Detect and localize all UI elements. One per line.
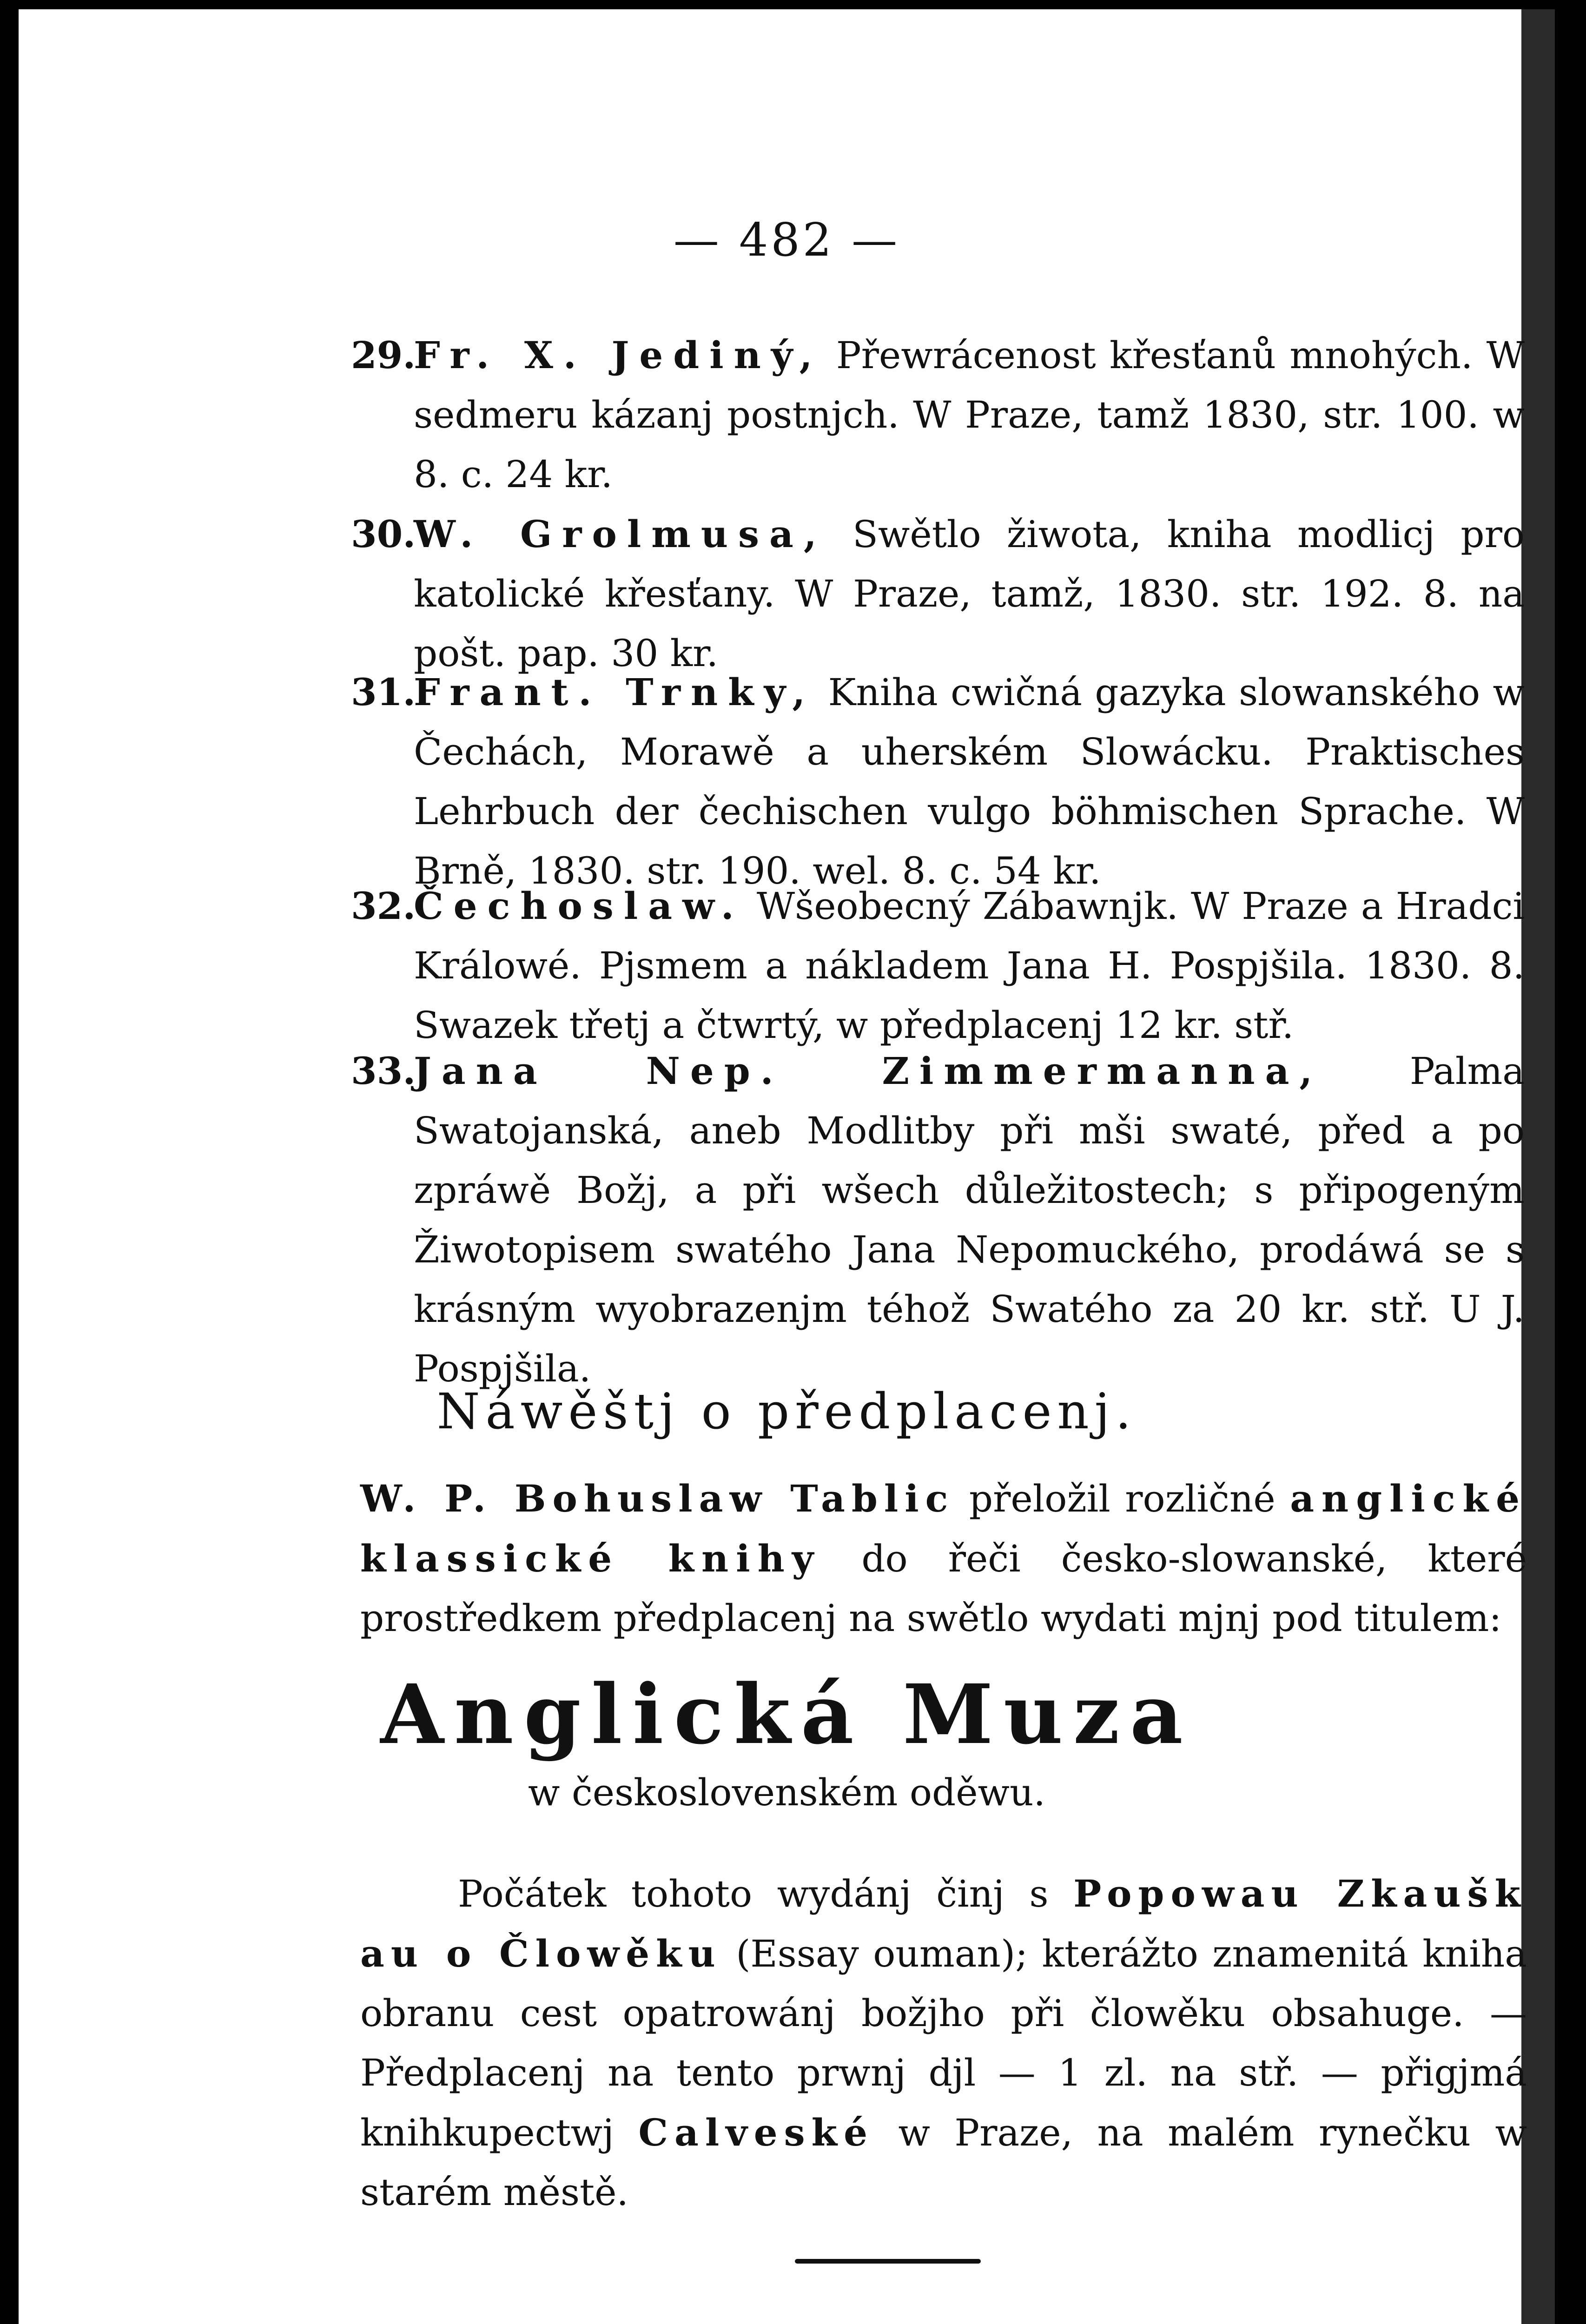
notice-heading: Náwěštj o předplacenj. (436, 1383, 1137, 1440)
closing-paragraph (360, 1864, 1527, 2222)
closing-text-3: w Praze, na malém rynečku w starém městě. (360, 2111, 1527, 2214)
book-subtitle: w československém oděwu. (528, 1771, 1045, 1814)
entry-30 (351, 504, 1525, 683)
book-title: Anglická Muza (380, 1666, 1193, 1763)
entry-text: Swětlo žiwota, kniha modlicj pro katolické křesťany. W Praze, tamž, 1830. str. 192. 8. na pošt. pap. 30 kr. (414, 513, 1525, 675)
entry-31 (351, 662, 1525, 901)
entry-32 (351, 876, 1525, 1055)
entry-text: Wšeobecný Zábawnjk. W Praze a Hradci Králowé. Pjsmem a nákladem Jana H. Pospjšila. 1830. 8. Swazek třetj a čtwrtý, w předplacenj 12 kr. stř. (414, 885, 1525, 1047)
closing-spaced-1: Popowau Zkaušk au o Člowěku (360, 1872, 1527, 1975)
entry-number: 33. (351, 1049, 416, 1093)
notice-text-1: přeložil rozličné (969, 1477, 1275, 1520)
entry-author: Jana Nep. Zimmermanna, (414, 1049, 1323, 1093)
page-number: — 482 — (673, 214, 900, 267)
entry-number: 30. (351, 512, 416, 556)
entry-number: 31. (351, 670, 416, 714)
notice-text-2: do řeči česko-slowanské, které prostředkem předplacenj na swětlo wydati mjnj pod titulem: (360, 1537, 1527, 1640)
notice-spaced-1: anglické klassické knihy (360, 1477, 1527, 1580)
closing-spaced-2: Calveské (638, 2111, 874, 2154)
entry-author: W. Grolmusa, (414, 512, 827, 556)
entry-text: Palma Swatojanská, aneb Modlitby při mši swaté, před a po zpráwě Božj, a při wšech důležitostech; s připogeným Žiwotopisem swatého Jana Nepomuckého, prodáwá se s krásným wyobrazenjm téhož Swatého za 20 kr. stř. U J. Pospjšila. (414, 1050, 1525, 1390)
closing-text-1: Počátek tohoto wydánj činj s (458, 1872, 1049, 1915)
entry-text: Přewrácenost křesťanů mnohých. W sedmeru kázanj postnjch. W Praze, tamž 1830, str. 100. w 8. c. 24 kr. (414, 334, 1525, 496)
entry-29 (351, 325, 1525, 504)
entry-number: 32. (351, 884, 416, 928)
end-rule (795, 2259, 981, 2264)
entry-author: Čechoslaw. (414, 884, 744, 928)
entry-author: Frant. Trnky, (414, 670, 816, 714)
entry-33 (351, 1041, 1525, 1399)
translator-name: W. P. Bohuslaw Tablic (360, 1477, 955, 1520)
book-page (19, 9, 1555, 2324)
closing-text-2: (Essay ouman); kterážto znamenitá kniha obranu cest opatrowánj božjho při člowěku obsahuge. — Předplacenj na tento prwnj djl — 1 zl. na stř. — přigjmá knihkupectwj (360, 1932, 1527, 2154)
entry-text: Kniha cwičná gazyka slowanského w Čechách, Morawě a uherském Slowácku. Praktisches Lehrbuch der čechischen vulgo böhmischen Sprache. W Brně, 1830. str. 190. wel. 8. c. 54 kr. (414, 671, 1525, 892)
entry-author: Fr. X. Jediný, (414, 333, 823, 377)
notice-paragraph (360, 1469, 1527, 1648)
entry-number: 29. (351, 333, 416, 377)
